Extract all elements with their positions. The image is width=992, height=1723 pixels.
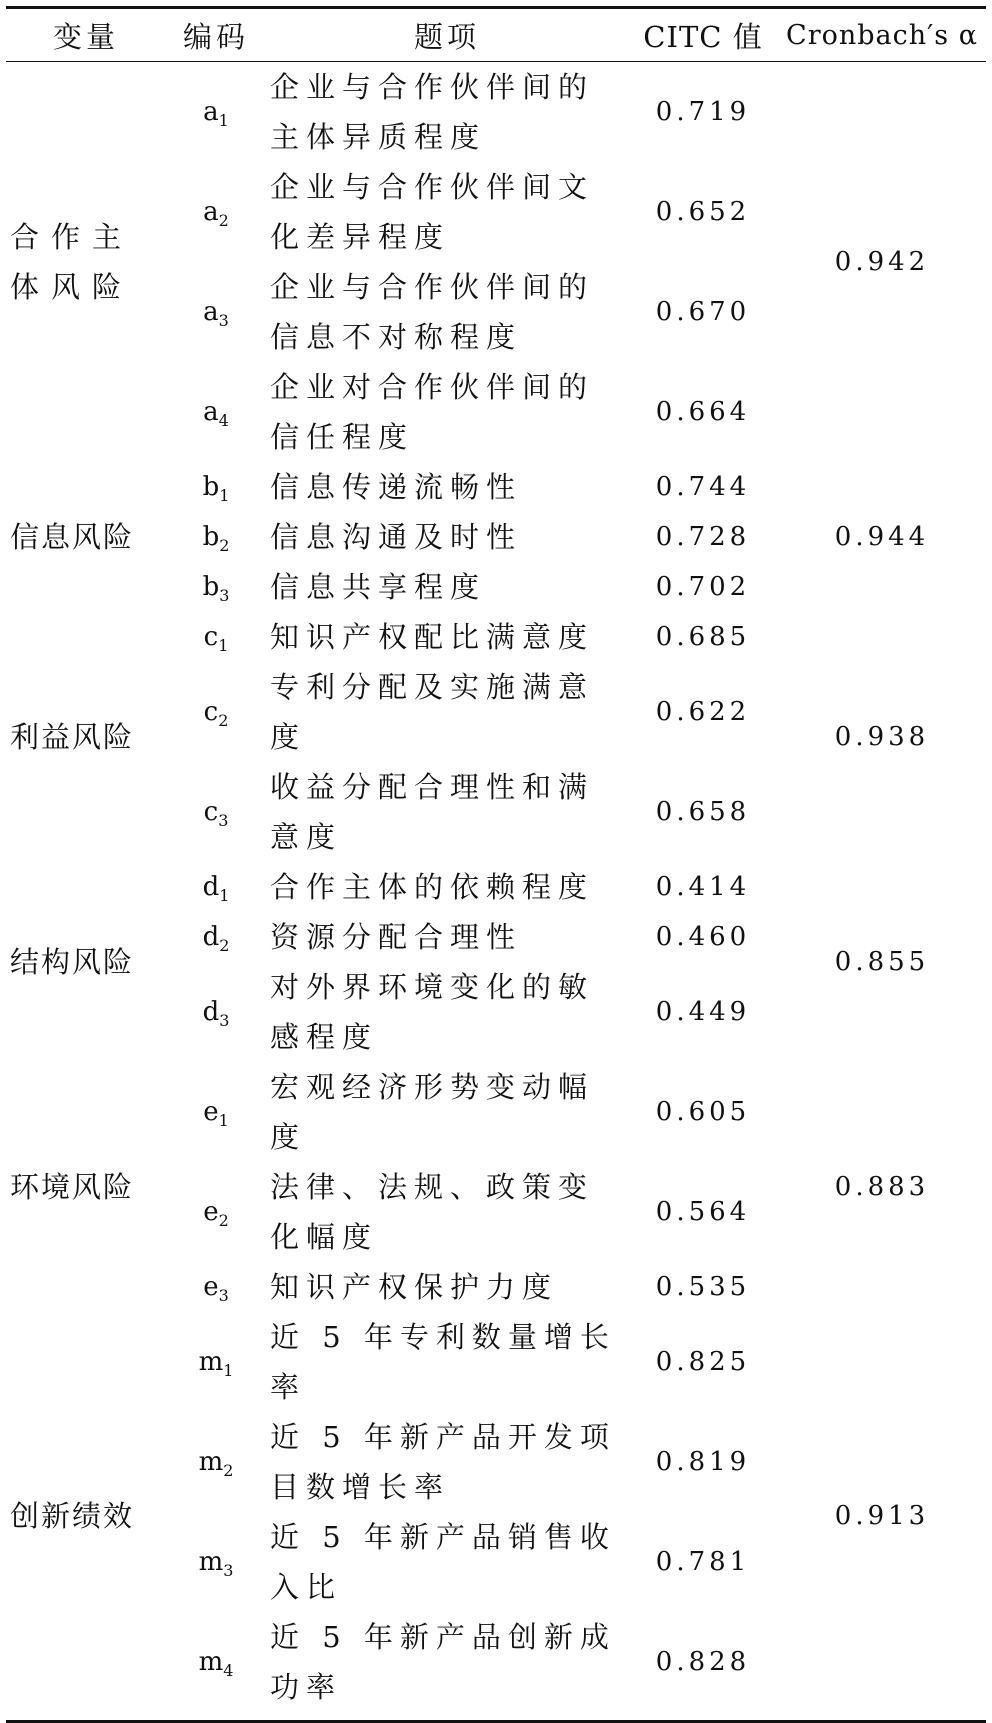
table-row xyxy=(6,1062,986,1162)
citc-cell: 0.652 xyxy=(655,197,751,227)
citc-cell: 0.664 xyxy=(655,397,751,427)
item-cell: 企业与合作伙伴间文化差异程度 xyxy=(270,170,595,254)
alpha-cell: 0.942 xyxy=(834,247,930,277)
item-cell: 知识产权保护力度 xyxy=(270,1270,559,1304)
item-cell: 信息共享程度 xyxy=(270,570,487,604)
header-item: 题项 xyxy=(266,8,628,62)
code-cell xyxy=(166,1262,266,1312)
code-cell xyxy=(166,362,266,462)
code-letter: d xyxy=(202,997,220,1027)
table-row xyxy=(6,1312,986,1412)
code-cell xyxy=(166,62,266,163)
code-letter: m xyxy=(198,1447,224,1477)
header-variable: 变量 xyxy=(6,8,166,62)
code-cell xyxy=(166,1312,266,1412)
table-row xyxy=(6,462,986,512)
code-subscript: 2 xyxy=(219,936,230,955)
code-cell xyxy=(166,1062,266,1162)
variable-cell: 利益风险 xyxy=(10,720,135,754)
code-cell xyxy=(166,662,266,762)
item-cell: 信息传递流畅性 xyxy=(270,470,523,504)
code-cell xyxy=(166,862,266,912)
code-subscript: 2 xyxy=(223,1461,234,1480)
code-subscript: 3 xyxy=(219,586,230,605)
code-letter: a xyxy=(203,297,219,327)
item-cell: 专利分配及实施满意度 xyxy=(270,670,595,754)
code-cell xyxy=(166,262,266,362)
code-letter: c xyxy=(203,622,219,652)
code-subscript: 3 xyxy=(223,1561,234,1580)
code-cell xyxy=(166,1412,266,1512)
code-cell xyxy=(166,462,266,512)
code-subscript: 2 xyxy=(219,536,230,555)
alpha-cell: 0.883 xyxy=(834,1172,930,1202)
code-subscript: 3 xyxy=(219,1011,230,1030)
code-subscript: 4 xyxy=(218,411,229,430)
code-subscript: 1 xyxy=(219,486,230,505)
item-cell: 法律、法规、政策变化幅度 xyxy=(270,1170,595,1254)
alpha-cell: 0.938 xyxy=(834,722,930,752)
code-letter: a xyxy=(203,197,219,227)
header-code: 编码 xyxy=(166,8,266,62)
code-subscript: 1 xyxy=(218,1111,229,1130)
item-cell: 企业对合作伙伴间的信任程度 xyxy=(270,370,595,454)
item-cell: 合作主体的依赖程度 xyxy=(270,870,595,904)
code-letter: b xyxy=(202,572,220,602)
citc-cell: 0.670 xyxy=(655,297,751,327)
citc-cell: 0.449 xyxy=(655,997,751,1027)
code-letter: c xyxy=(203,797,219,827)
item-cell: 近 5 年新产品创新成功率 xyxy=(270,1620,616,1704)
code-subscript: 1 xyxy=(223,1361,234,1380)
header-cronbach-alpha: Cronbach′s α xyxy=(778,8,986,62)
citc-cell: 0.744 xyxy=(655,472,751,502)
code-subscript: 1 xyxy=(219,886,230,905)
code-letter: a xyxy=(203,397,219,427)
item-cell: 近 5 年专利数量增长率 xyxy=(270,1320,616,1404)
code-letter: d xyxy=(202,872,220,902)
alpha-cell: 0.913 xyxy=(834,1501,930,1531)
code-subscript: 1 xyxy=(218,636,229,655)
table-row xyxy=(6,612,986,662)
code-cell xyxy=(166,1162,266,1262)
code-letter: m xyxy=(198,1347,224,1377)
code-letter: b xyxy=(202,522,220,552)
citc-cell: 0.828 xyxy=(655,1647,751,1677)
code-letter: e xyxy=(203,1097,219,1127)
citc-cell: 0.819 xyxy=(655,1447,751,1477)
citc-cell: 0.658 xyxy=(655,797,751,827)
item-cell: 近 5 年新产品销售收入比 xyxy=(270,1520,616,1604)
item-cell: 信息沟通及时性 xyxy=(270,520,523,554)
variable-cell: 结构风险 xyxy=(10,945,135,979)
item-cell: 资源分配合理性 xyxy=(270,920,523,954)
code-cell xyxy=(166,612,266,662)
code-cell xyxy=(166,1612,266,1722)
item-cell: 知识产权配比满意度 xyxy=(270,620,595,654)
item-cell: 企业与合作伙伴间的信息不对称程度 xyxy=(270,270,595,354)
citc-cell: 0.685 xyxy=(655,622,751,652)
variable-cell: 环境风险 xyxy=(10,1170,135,1204)
variable-cell: 合作主体风险 xyxy=(10,220,134,304)
citc-cell: 0.719 xyxy=(655,97,751,127)
code-subscript: 2 xyxy=(218,1211,229,1230)
citc-cell: 0.781 xyxy=(655,1547,751,1577)
table-row xyxy=(6,62,986,163)
code-subscript: 2 xyxy=(218,211,229,230)
table-body xyxy=(6,62,986,1722)
variable-cell: 信息风险 xyxy=(10,520,135,554)
code-cell xyxy=(166,912,266,962)
item-cell: 收益分配合理性和满意度 xyxy=(270,770,595,854)
citc-cell: 0.605 xyxy=(655,1097,751,1127)
variable-cell: 创新绩效 xyxy=(10,1499,135,1533)
citc-cell: 0.728 xyxy=(655,522,751,552)
code-letter: m xyxy=(198,1647,224,1677)
item-cell: 对外界环境变化的敏感程度 xyxy=(270,970,595,1054)
code-subscript: 4 xyxy=(223,1661,234,1680)
citc-cell: 0.622 xyxy=(655,697,751,727)
code-subscript: 3 xyxy=(218,311,229,330)
code-letter: e xyxy=(203,1272,219,1302)
code-cell xyxy=(166,562,266,612)
reliability-table xyxy=(6,6,986,1723)
code-subscript: 1 xyxy=(218,111,229,130)
code-letter: c xyxy=(203,697,219,727)
code-cell xyxy=(166,762,266,862)
item-cell: 近 5 年新产品开发项目数增长率 xyxy=(270,1420,616,1504)
code-subscript: 2 xyxy=(218,711,229,730)
alpha-cell: 0.855 xyxy=(834,947,930,977)
code-letter: a xyxy=(203,97,219,127)
citc-cell: 0.564 xyxy=(655,1197,751,1227)
code-letter: e xyxy=(203,1197,219,1227)
code-subscript: 3 xyxy=(218,811,229,830)
citc-cell: 0.460 xyxy=(655,922,751,952)
item-cell: 企业与合作伙伴间的主体异质程度 xyxy=(270,70,595,154)
code-subscript: 3 xyxy=(218,1286,229,1305)
citc-cell: 0.702 xyxy=(655,572,751,602)
citc-cell: 0.535 xyxy=(655,1272,751,1302)
code-letter: b xyxy=(202,472,220,502)
code-cell xyxy=(166,962,266,1062)
citc-cell: 0.825 xyxy=(655,1347,751,1377)
table-row xyxy=(6,862,986,912)
code-cell xyxy=(166,512,266,562)
code-cell xyxy=(166,162,266,262)
table-header-row xyxy=(6,8,986,62)
item-cell: 宏观经济形势变动幅度 xyxy=(270,1070,595,1154)
code-cell xyxy=(166,1512,266,1612)
code-letter: d xyxy=(202,922,220,952)
code-letter: m xyxy=(198,1547,224,1577)
citc-cell: 0.414 xyxy=(655,872,751,902)
header-citc: CITC 值 xyxy=(628,8,778,62)
alpha-cell: 0.944 xyxy=(834,522,930,552)
